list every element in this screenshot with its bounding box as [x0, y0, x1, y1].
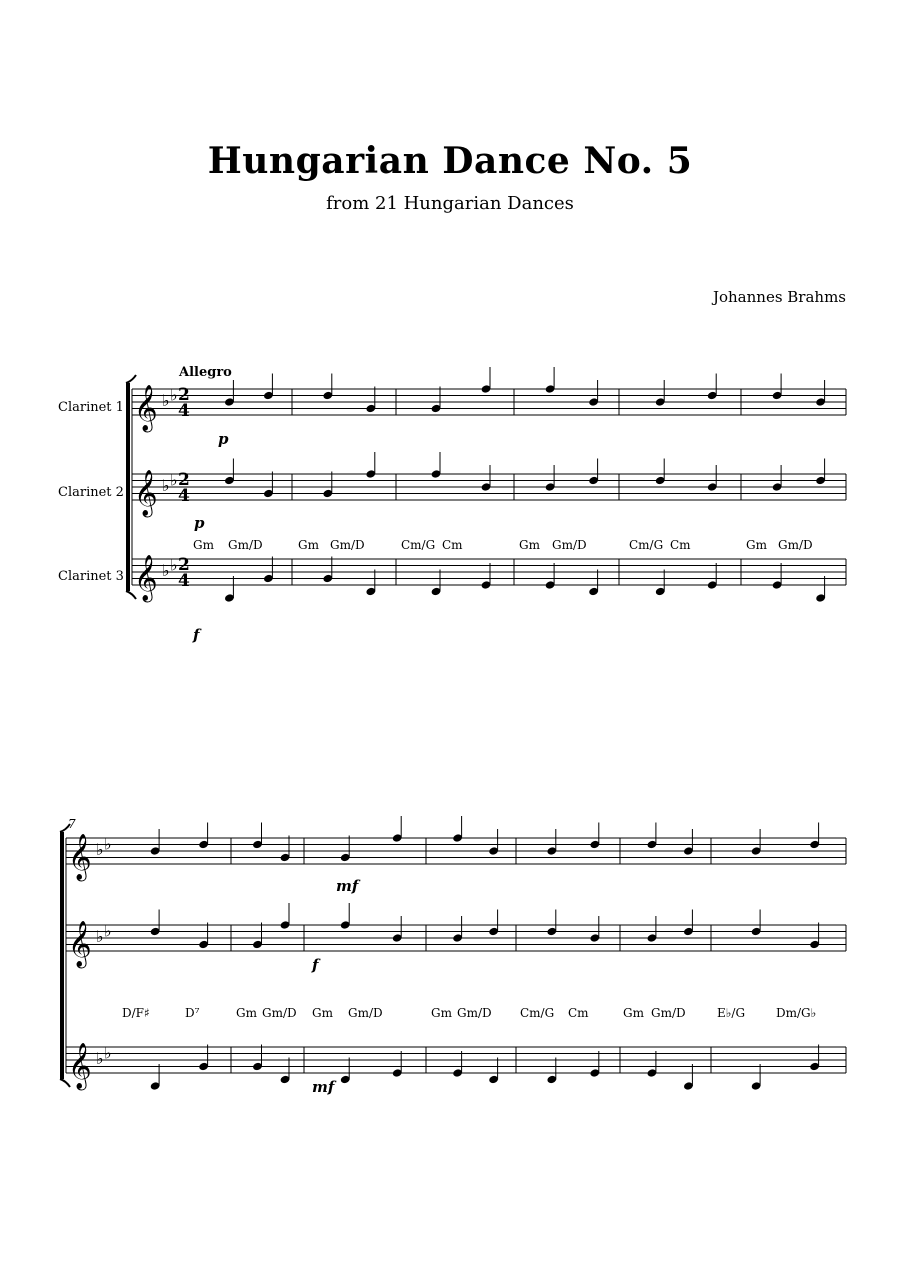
chord-symbol: Cm — [670, 538, 691, 552]
chord-symbol: E♭/G — [717, 1006, 746, 1020]
chord-symbol: Gm/D — [262, 1006, 297, 1020]
flat-sign-icon: ♭ — [170, 470, 178, 490]
flat-sign-icon: ♭ — [96, 1049, 104, 1068]
flat-sign-icon: ♭ — [162, 391, 170, 410]
time-signature-numerator: 2 — [178, 470, 190, 490]
chord-symbol: Cm/G — [520, 1006, 555, 1020]
chord-symbol: Gm/D — [778, 538, 813, 552]
chord-symbol: Gm/D — [348, 1006, 383, 1020]
instrument-label-clarinet-1: Clarinet 1 — [58, 400, 124, 415]
chord-symbol: Cm/G — [629, 538, 664, 552]
chord-symbol: Gm/D — [651, 1006, 686, 1020]
system-bracket — [126, 383, 130, 591]
chord-symbol: Cm — [568, 1006, 589, 1020]
bracket-hook — [60, 824, 70, 832]
chord-symbol: Gm — [312, 1006, 333, 1020]
treble-clef-icon: 𝄞 — [68, 834, 92, 880]
time-signature-denominator: 4 — [178, 401, 190, 421]
chord-symbol: Gm/D — [457, 1006, 492, 1020]
treble-clef-icon: 𝄞 — [134, 555, 158, 601]
flat-sign-icon: ♭ — [162, 476, 170, 495]
bracket-hook — [126, 375, 136, 383]
chord-symbol: Gm — [519, 538, 540, 552]
chord-symbol: Gm — [623, 1006, 644, 1020]
flat-sign-icon: ♭ — [104, 921, 112, 941]
chord-symbol: Dm/G♭ — [776, 1006, 817, 1020]
time-signature-denominator: 4 — [178, 486, 190, 506]
flat-sign-icon: ♭ — [170, 385, 178, 405]
chord-symbol: Gm/D — [552, 538, 587, 552]
dynamic-marking: p — [194, 514, 205, 532]
flat-sign-icon: ♭ — [104, 1043, 112, 1063]
chord-symbol: Gm — [746, 538, 767, 552]
piece-subtitle: from 21 Hungarian Dances — [326, 193, 574, 214]
dynamic-marking: mf — [312, 1078, 335, 1096]
treble-clef-icon: 𝄞 — [68, 921, 92, 967]
time-signature-denominator: 4 — [178, 571, 190, 591]
system-bracket — [60, 832, 64, 1079]
dynamic-marking: p — [218, 430, 229, 448]
chord-symbols-system-1 — [193, 538, 813, 552]
treble-clef-icon: 𝄞 — [68, 1043, 92, 1089]
chord-symbol: Gm — [236, 1006, 257, 1020]
chord-symbol: Gm/D — [228, 538, 263, 552]
note-marks — [150, 367, 826, 1091]
flat-sign-icon: ♭ — [96, 927, 104, 946]
instrument-label-clarinet-2: Clarinet 2 — [58, 485, 124, 500]
tempo-marking: Allegro — [179, 365, 232, 380]
time-signature-numerator: 2 — [178, 555, 190, 575]
time-signature-numerator: 2 — [178, 385, 190, 405]
chord-symbol: D⁷ — [185, 1006, 200, 1020]
treble-clef-icon: 𝄞 — [134, 385, 158, 431]
chord-symbol: D/F♯ — [122, 1006, 150, 1020]
measure-number: 7 — [68, 817, 76, 831]
dynamic-marking: mf — [336, 877, 359, 895]
treble-clef-icon: 𝄞 — [134, 470, 158, 516]
chord-symbol: Gm — [431, 1006, 452, 1020]
chord-symbol: Gm — [193, 538, 214, 552]
dynamic-marking: f — [312, 956, 319, 974]
composer-name: Johannes Brahms — [712, 288, 846, 306]
chord-symbol: Cm/G — [401, 538, 436, 552]
chord-symbol: Gm/D — [330, 538, 365, 552]
chord-symbol: Gm — [298, 538, 319, 552]
chord-symbol: Cm — [442, 538, 463, 552]
instrument-label-clarinet-3: Clarinet 3 — [58, 569, 124, 584]
chord-symbols-system-2 — [122, 1006, 816, 1020]
piece-title: Hungarian Dance No. 5 — [207, 140, 693, 182]
dynamic-marking: f — [193, 626, 200, 644]
flat-sign-icon: ♭ — [170, 555, 178, 575]
flat-sign-icon: ♭ — [162, 561, 170, 580]
flat-sign-icon: ♭ — [104, 834, 112, 854]
flat-sign-icon: ♭ — [96, 840, 104, 859]
